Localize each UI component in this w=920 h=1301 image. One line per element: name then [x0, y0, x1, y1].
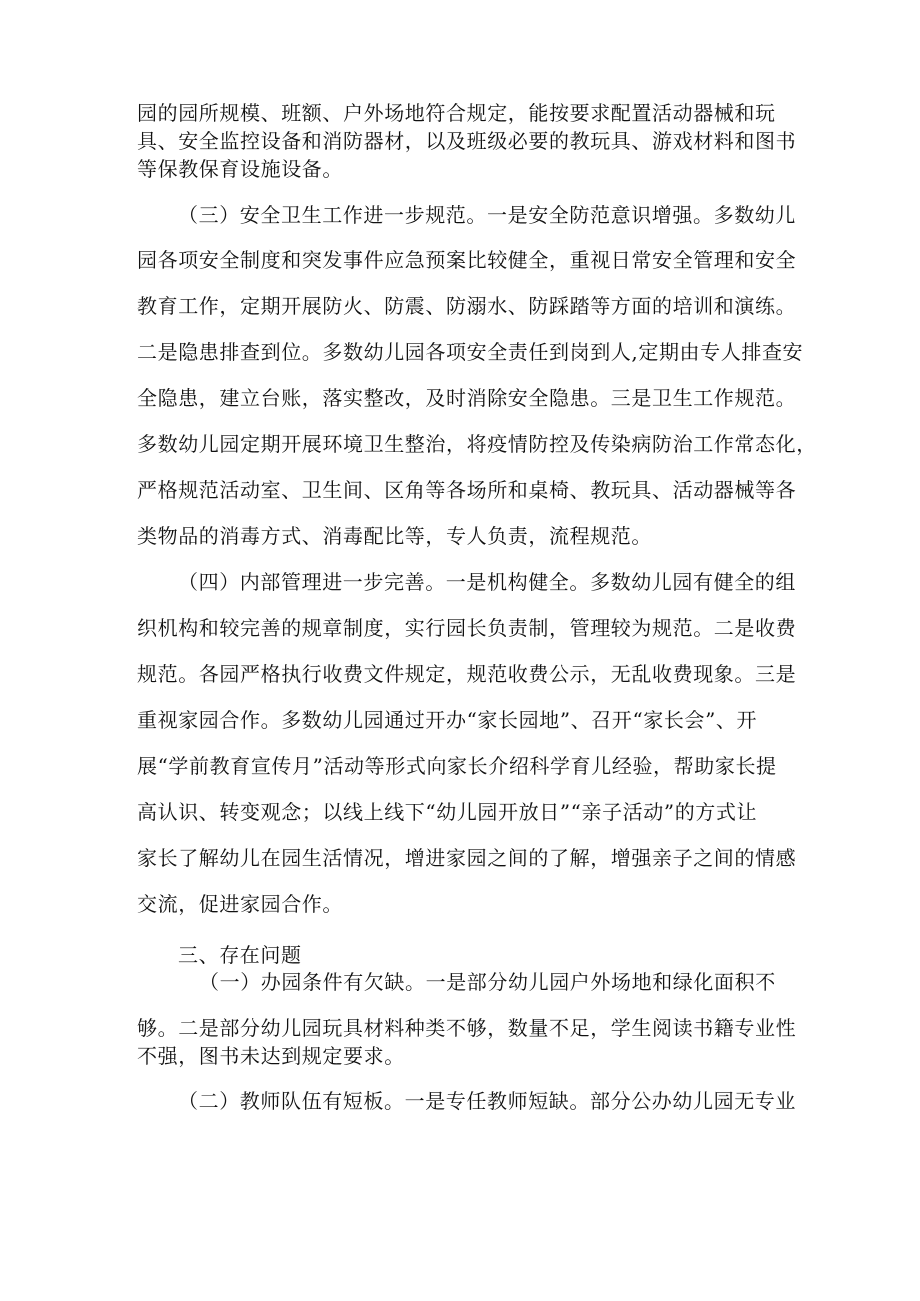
text-line: 园的园所规模、班额、户外场地符合规定，能按要求配置活动器械和玩 [137, 101, 776, 125]
text-line: 等保教保育设施设备。 [137, 157, 343, 181]
paragraph-heading-4: （四）内部管理进一步完善。一是机构健全。多数幼儿园有健全的组 [178, 570, 796, 594]
text-line: 全隐患，建立台账，落实整改，及时消除安全隐患。三是卫生工作规范。 [137, 386, 797, 410]
paragraph-heading-1: （一）办园条件有欠缺。一是部分幼儿园户外场地和绿化面积不 [199, 970, 776, 994]
text-line: 高认识、转变观念；以线上线下“幼儿园开放日”“亲子活动”的方式让 [137, 800, 758, 824]
paragraph-heading-3: （三）安全卫生工作进一步规范。一是安全防范意识增强。多数幼儿 [178, 203, 796, 227]
text-line: 具、安全监控设备和消防器材，以及班级必要的教玩具、游戏材料和图书 [137, 129, 797, 153]
text-line: 够。二是部分幼儿园玩具材料种类不够，数量不足，学生阅读书籍专业性 [137, 1016, 797, 1040]
text-line: 类物品的消毒方式、消毒配比等，专人负责，流程规范。 [137, 524, 652, 548]
text-line: 家长了解幼儿在园生活情况，增进家园之间的了解，增强亲子之间的情感 [137, 846, 797, 870]
text-line: 严格规范活动室、卫生间、区角等各场所和桌椅、教玩具、活动器械等各 [137, 478, 797, 502]
text-line: 交流，促进家园合作。 [137, 892, 343, 916]
text-line: 展“学前教育宣传月”活动等形式向家长介绍科学育儿经验，帮助家长提 [137, 754, 777, 778]
text-line: 织机构和较完善的规章制度，实行园长负责制，管理较为规范。二是收费 [137, 616, 797, 640]
text-line: 不强，图书未达到规定要求。 [137, 1044, 405, 1068]
text-line: 二是隐患排查到位。多数幼儿园各项安全责任到岗到人,定期由专人排查安 [137, 340, 804, 364]
text-line: 规范。各园严格执行收费文件规定，规范收费公示，无乱收费现象。三是 [137, 662, 797, 686]
text-line: 多数幼儿园定期开展环境卫生整治，将疫情防控及传染病防治工作常态化， [137, 432, 817, 456]
text-line: 重视家园合作。多数幼儿园通过开办“家长园地”、召开“家长会”、开 [137, 708, 758, 732]
text-line: 园各项安全制度和突发事件应急预案比较健全，重视日常安全管理和安全 [137, 248, 797, 272]
paragraph-heading-2: （二）教师队伍有短板。一是专任教师短缺。部分公办幼儿园无专业 [178, 1089, 796, 1113]
text-line: 教育工作，定期开展防火、防震、防溺水、防踩踏等方面的培训和演练。 [137, 294, 797, 318]
section-heading: 三、存在问题 [178, 943, 302, 967]
